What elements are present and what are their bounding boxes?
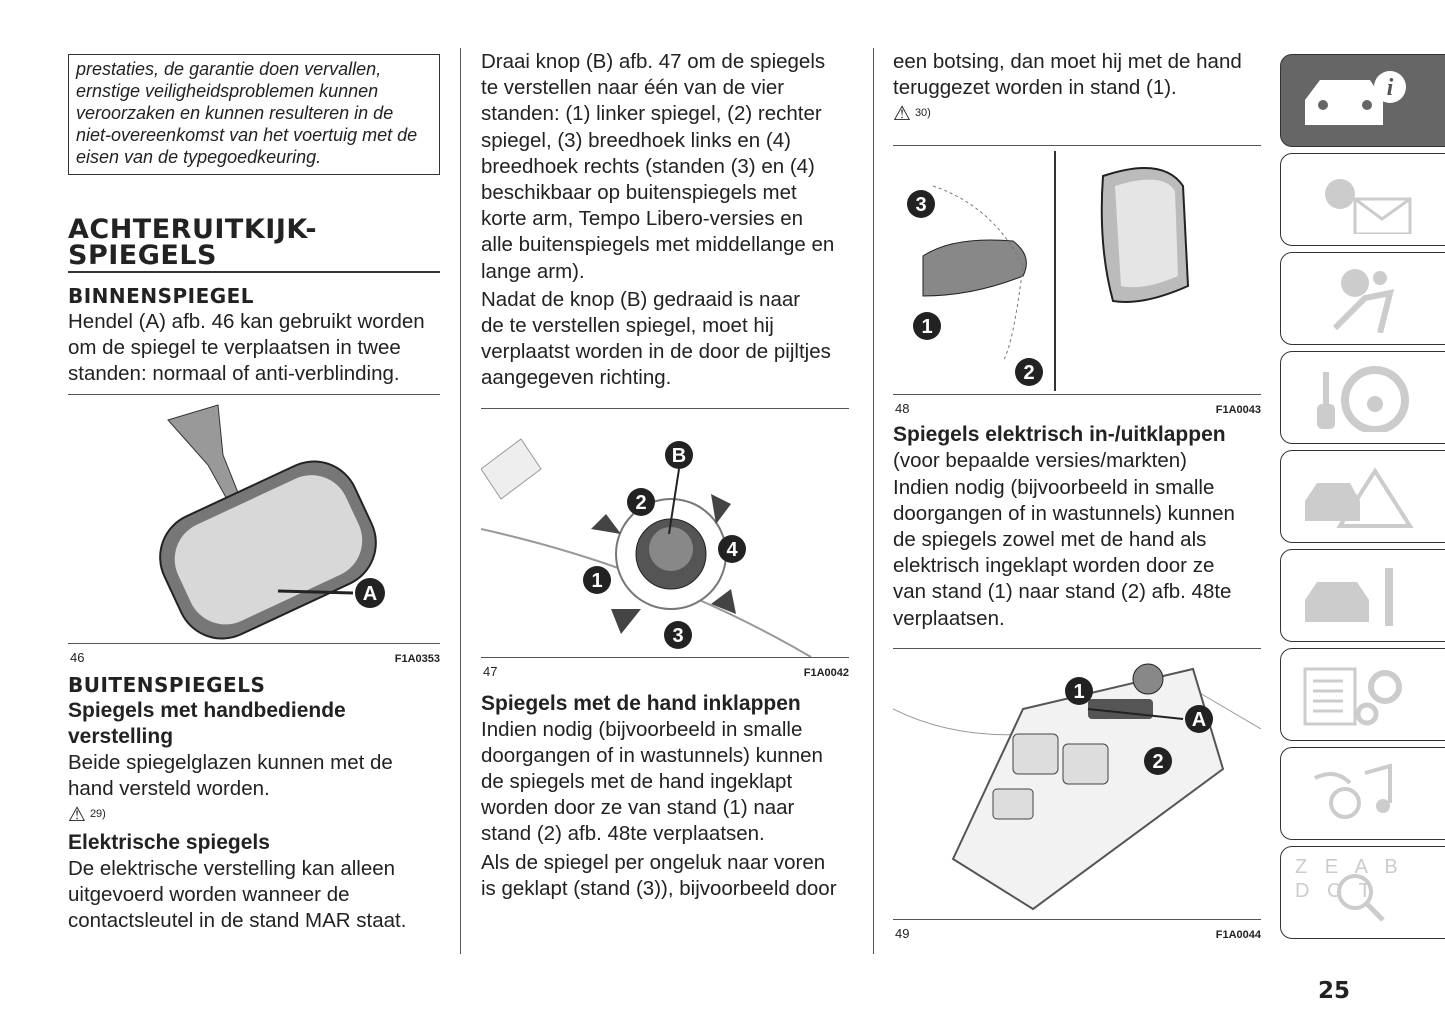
column-divider (873, 48, 874, 954)
knop-text-2: Nadat de knop (B) gedraaid is naar de te verstellen spiegel, moet hij verplaatst worden in de door de pijltjes aangegeven richting. (481, 287, 831, 390)
callout-2: 2 (635, 491, 647, 514)
warning-reference (68, 802, 440, 826)
elektrisch-inklappen-text: (voor bepaalde versies/markten) Indien nodig (bijvoorbeeld in smalle doorgangen of in wastunnels) kunnen de spiegels zowel met de hand als elektrisch ingeklapt worden door ze van stand (1) naar stand (2) afb. 48te verplaatsen. (893, 449, 1235, 630)
figure-number: 49 (895, 925, 910, 941)
callout-1: 1 (591, 569, 603, 592)
warning-triangle-icon: ⚠ (893, 102, 911, 125)
tab-safety[interactable] (1280, 252, 1445, 345)
figure-47 (481, 408, 849, 679)
warning-triangle-icon: ⚠ (68, 803, 86, 826)
inklappen-text: Indien nodig (bijvoorbeeld in smalle doorgangen of in wastunnels) kunnen de spiegels met de hand ingeklapt worden door ze van stand (1) naar stand (2) afb. 48te verplaatsen. (481, 717, 823, 846)
warning-reference (893, 101, 1263, 125)
heading-elektrische: Elektrische spiegels (68, 831, 270, 855)
column-divider (460, 48, 461, 954)
callout-4: 4 (726, 538, 738, 561)
figure-code: F1A0042 (803, 666, 849, 679)
handbediende-text: Beide spiegelglazen kunnen met de hand versteld worden. (68, 750, 393, 800)
column-2 (481, 48, 851, 902)
callout-2: 2 (1152, 750, 1164, 773)
mirror-knob-illustration (481, 409, 849, 657)
warning-lights-icon (1295, 164, 1415, 234)
elektrische-text: De elektrische verstelling kan alleen uitgevoerd worden wanneer de contactsleutel in de stand MAR staat. (68, 857, 407, 933)
car-maintenance-icon (1295, 560, 1415, 630)
warning-ref-number: 30) (914, 107, 931, 120)
figure-number: 46 (70, 649, 85, 665)
tab-multimedia[interactable] (1280, 747, 1445, 840)
callout-a: A (362, 582, 378, 605)
figure-code: F1A0043 (1215, 404, 1261, 417)
figure-code: F1A0353 (394, 652, 440, 665)
heading-elektrisch-inklappen: Spiegels elektrisch in-/uitklappen (893, 423, 1226, 447)
callout-2: 2 (1023, 362, 1035, 385)
figure-number: 47 (483, 663, 498, 679)
binnenspiegel-text: Hendel (A) afb. 46 kan gebruikt worden om de spiegel te verplaatsen in twee standen: normaal of anti-verblinding. (68, 310, 425, 386)
column-1 (68, 48, 440, 935)
heading-inklappen: Spiegels met de hand inklappen (481, 691, 801, 715)
section-title: ACHTERUITKIJK- SPIEGELS (68, 217, 440, 273)
multimedia-icon (1295, 758, 1415, 828)
tab-index[interactable] (1280, 846, 1445, 939)
tab-starting-driving[interactable] (1280, 351, 1445, 444)
inklappen-text-2: Als de spiegel per ongeluk naar voren is geklapt (stand (3)), bijvoorbeeld door (481, 850, 837, 900)
tab-car-info[interactable] (1280, 54, 1445, 147)
callout-1: 1 (921, 316, 933, 339)
callout-3: 3 (672, 624, 684, 647)
exterior-mirror-fold-illustration (893, 146, 1261, 394)
tab-warning-lights[interactable] (1280, 153, 1445, 246)
warning-ref-number: 29) (89, 808, 106, 821)
key-steering-wheel-icon (1295, 362, 1415, 432)
page-number: 25 (1318, 978, 1351, 1004)
figure-49 (893, 648, 1261, 941)
callout-b: B (671, 444, 687, 467)
heading-binnenspiegel: BINNENSPIEGEL (68, 284, 255, 308)
figure-48 (893, 145, 1261, 417)
callout-3: 3 (915, 194, 927, 217)
car-info-icon (1295, 65, 1415, 135)
warning-box-text: prestaties, de garantie doen vervallen, ernstige veiligheidsproblemen kunnen veroorzaken en kunnen resulteren in de niet-overeenkomst van het voertuig met de eisen van de typegoedkeuring. (76, 59, 418, 167)
technical-data-icon (1295, 659, 1415, 729)
tab-maintenance[interactable] (1280, 549, 1445, 642)
breakdown-icon (1295, 461, 1415, 531)
figure-code: F1A0044 (1215, 928, 1261, 941)
tab-emergency[interactable] (1280, 450, 1445, 543)
heading-buitenspiegels: BUITENSPIEGELS (68, 672, 266, 697)
tab-technical-data[interactable] (1280, 648, 1445, 741)
knop-text: Draai knop (B) afb. 47 om de spiegels te verstellen naar één van de vier standen: (1) linker spiegel, (2) rechter spiegel, (3) breedhoek links en (4) breedhoek rechts (standen (3) en (4) beschikbaar op buitenspiegels met korte arm, Tempo Libero-versies en alle buitenspiegels met middellange en lange arm). (481, 50, 835, 283)
botsing-text: een botsing, dan moet hij met de hand teruggezet worden in stand (1). (893, 50, 1242, 100)
callout-1: 1 (1073, 680, 1085, 703)
column-3 (893, 48, 1263, 941)
index-letters: Z E A B D C T (1295, 856, 1404, 902)
callout-a: A (1191, 708, 1207, 731)
door-switch-panel-illustration (893, 649, 1261, 919)
airbag-icon (1295, 263, 1415, 333)
figure-number: 48 (895, 401, 910, 417)
figure-46 (68, 394, 440, 665)
heading-handbediende: Spiegels met handbediende verstelling (68, 698, 346, 748)
warning-box (68, 54, 440, 175)
rear-view-mirror-illustration (68, 395, 440, 643)
svg-text:i: i (1386, 75, 1394, 101)
